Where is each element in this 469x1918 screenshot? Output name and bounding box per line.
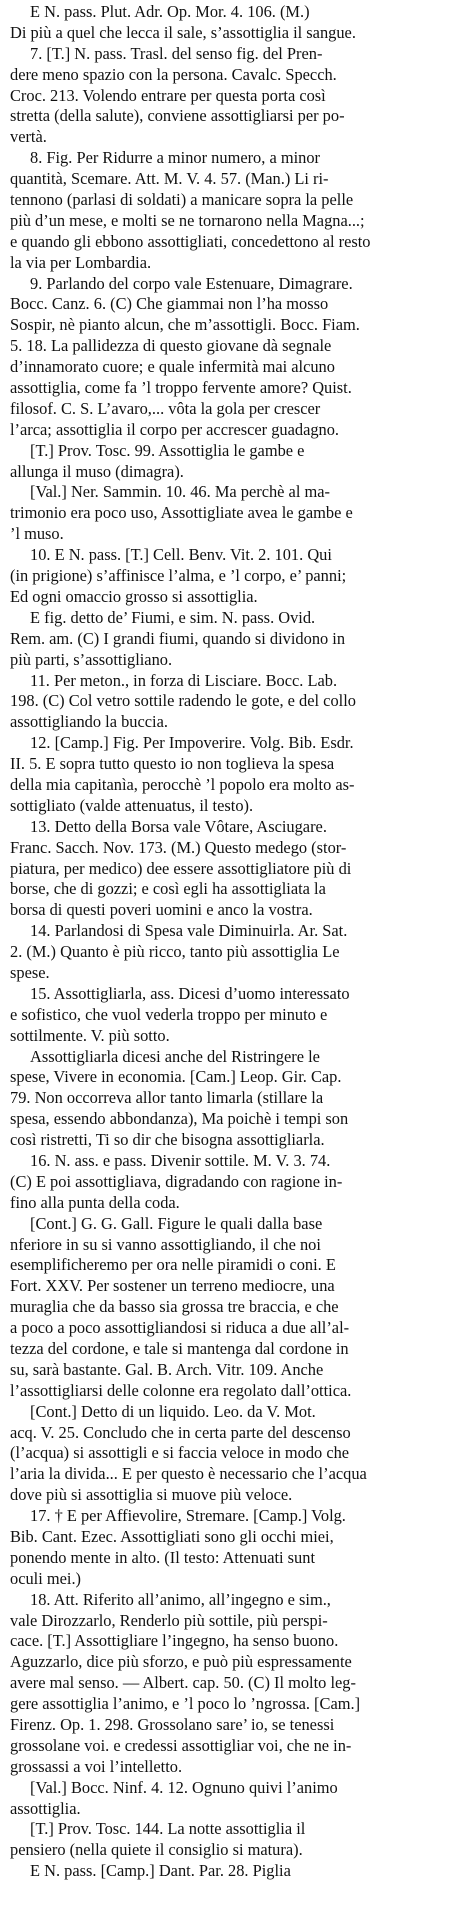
text-line: spese, Vivere in economia. [Cam.] Leop. Gir. Cap. — [10, 1067, 342, 1087]
text-line: grossolane voi. e credessi assottigliar voi, che ne in- — [10, 1735, 352, 1755]
text-line: 15. Assottigliarla, ass. Dicesi d’uomo interessato — [30, 983, 350, 1003]
text-line: Bocc. Canz. 6. (C) Che giammai non l’ha mosso — [10, 294, 329, 314]
text-line: più parti, s’assottigliano. — [10, 649, 173, 669]
text-line: 9. Parlando del corpo vale Estenuare, Dimagrare. — [30, 273, 353, 293]
text-line: ’l muso. — [10, 524, 64, 544]
text-line: 17. † E per Affievolire, Stremare. [Camp.] Volg. — [30, 1506, 346, 1526]
text-line: Ed ogni omaccio grosso si assottiglia. — [10, 586, 258, 606]
text-line: spese. — [10, 962, 50, 982]
text-line: assottigliando la buccia. — [10, 712, 168, 732]
text-line: 10. E N. pass. [T.] Cell. Benv. Vit. 2. 101. Qui — [30, 545, 332, 565]
text-line: muraglia che da basso sia grossa tre braccia, e che — [10, 1297, 339, 1317]
text-line: (C) E poi assottigliava, digradando con ragione in- — [10, 1171, 343, 1191]
text-line: Franc. Sacch. Nov. 173. (M.) Questo medego (stor- — [10, 837, 347, 857]
text-line: esemplificheremo per ora nelle piramidi o coni. E — [10, 1255, 336, 1275]
text-line: 2. (M.) Quanto è più ricco, tanto più assottiglia Le — [10, 942, 340, 962]
text-line: piatura, per medico) dee essere assottigliatore più di — [10, 858, 352, 878]
text-line: più d’un mese, e molti se ne tornarono nella Magna...; — [10, 210, 365, 230]
text-line: tezza del cordone, e tale si mantenga dal cordone in — [10, 1339, 349, 1358]
text-line: 7. [T.] N. pass. Trasl. del senso fig. del Pren- — [30, 43, 323, 63]
text-line: sottilmente. V. più sotto. — [10, 1025, 170, 1045]
text-line: (l’acqua) si assottigli e si faccia veloce in modo che — [10, 1443, 350, 1463]
text-line: borse, che di gozzi; e così egli ha assottigliata la — [10, 879, 326, 899]
text-line: oculi mei.) — [10, 1568, 82, 1588]
text-line: 16. N. ass. e pass. Divenir sottile. M. V. 3. 74. — [30, 1150, 331, 1170]
text-line: su, sarà bastante. Gal. B. Arch. Vitr. 109. Anche — [10, 1359, 324, 1379]
text-line: filosof. C. S. L’avaro,... vôta la gola per crescer — [10, 398, 321, 418]
text-line: pensiero (nella quiete il consiglio si matura). — [10, 1840, 303, 1860]
text-line: E fig. detto de’ Fiumi, e sim. N. pass. Ovid. — [30, 607, 316, 627]
text-line: (in prigione) s’affinisce l’alma, e ’l corpo, e’ panni; — [10, 566, 347, 586]
text-line: vale Dirozzarlo, Renderlo più sottile, più perspi- — [10, 1610, 328, 1630]
text-line: trimonio era poco uso, Assottigliate avea le gambe e — [10, 503, 353, 523]
text-line: fino alla punta della coda. — [10, 1192, 180, 1212]
text-line: Di più a quel che lecca il sale, s’assottiglia il sangue. — [10, 22, 356, 42]
text-line: d’innamorato cuore; e quale infermità mai alcuno — [10, 357, 335, 377]
text-line: [T.] Prov. Tosc. 99. Assottiglia le gambe e — [30, 440, 305, 460]
text-line: spesa, essendo abbondanza), Ma poichè i tempi son — [10, 1109, 349, 1129]
text-line: 5. 18. La pallidezza di questo giovane dà segnale — [10, 336, 332, 356]
text-line: sottigliato (valde attenuatus, il testo). — [10, 795, 254, 815]
text-line: Firenz. Op. 1. 298. Grossolano sare’ io, se tenessi — [10, 1715, 335, 1735]
text-line: 198. (C) Col vetro sottile radendo le gote, e del collo — [10, 691, 356, 711]
text-line: Sospir, nè pianto alcun, che m’assottigli. Bocc. Fiam. — [10, 315, 360, 335]
text-line: della mia capitanìa, perocchè ’l popolo era molto as- — [10, 774, 355, 794]
text-line: dere meno spazio con la persona. Cavalc. Specch. — [10, 64, 337, 84]
text-line: 8. Fig. Per Ridurre a minor numero, a minor — [30, 148, 320, 168]
text-line: Aguzzarlo, dice più sforzo, e può più espressamente — [10, 1652, 352, 1672]
text-line: borsa di questi poveri uomini e anco la vostra. — [10, 900, 313, 920]
text-line: così ristretti, Ti so dir che bisogna assottigliarla. — [10, 1130, 325, 1150]
text-line: cace. [T.] Assottigliare l’ingegno, ha senso buono. — [10, 1631, 339, 1651]
text-line: a poco a poco assottigliandosi si riduca a due all’al- — [10, 1318, 350, 1338]
text-line: [Cont.] Detto di un liquido. Leo. da V. Mot. — [30, 1401, 316, 1421]
text-line: la via per Lombardia. — [10, 252, 152, 272]
text-line: e quando gli ebbono assottigliati, concedettono al resto — [10, 231, 371, 251]
text-line: [Cont.] G. G. Gall. Figure le quali dalla base — [30, 1213, 323, 1233]
text-line: E N. pass. Plut. Adr. Op. Mor. 4. 106. (M.) — [30, 2, 310, 21]
text-line: ponendo mente in alto. (Il testo: Attenuati sunt — [10, 1547, 315, 1567]
text-line: 79. Non occorreva allor tanto limarla (stillare la — [10, 1088, 324, 1108]
text-line: quantità, Scemare. Att. M. V. 4. 57. (Man.) Li ri- — [10, 169, 329, 189]
text-line: l’aria la divida... E per questo è necessario che l’acqua — [10, 1464, 367, 1484]
text-line: stretta (della salute), conviene assottigliarsi per po- — [10, 106, 345, 126]
text-line: Croc. 213. Volendo entrare per questa porta così — [10, 85, 326, 105]
text-line: [T.] Prov. Tosc. 144. La notte assottiglia il — [30, 1819, 306, 1839]
text-line: Rem. am. (C) I grandi fiumi, quando si dividono in — [10, 628, 346, 648]
text-line: dove più si assottiglia si muove più veloce. — [10, 1485, 293, 1505]
text-line: assottiglia, come fa ’l troppo fervente amore? Quist. — [10, 378, 352, 398]
text-line: vertà. — [10, 127, 47, 147]
text-line: 12. [Camp.] Fig. Per Impoverire. Volg. Bib. Esdr. — [30, 733, 354, 753]
text-line: [Val.] Ner. Sammin. 10. 46. Ma perchè al ma- — [30, 482, 330, 502]
text-line: 13. Detto della Borsa vale Vôtare, Asciugare. — [30, 816, 327, 836]
text-line: e sofistico, che vuol vederla troppo per minuto e — [10, 1004, 328, 1024]
text-line: assottiglia. — [10, 1798, 81, 1818]
text-line: acq. V. 25. Concludo che in certa parte del descenso — [10, 1422, 351, 1442]
text-line: avere mal senso. — Albert. cap. 50. (C) Il molto leg- — [10, 1673, 356, 1693]
text-line: nferiore in su si vanno assottigliando, il che noi — [10, 1234, 321, 1254]
text-line: Fort. XXV. Per sostener un terreno mediocre, una — [10, 1276, 335, 1296]
text-line: Assottigliarla dicesi anche del Ristringere le — [30, 1046, 320, 1066]
text-line: 14. Parlandosi di Spesa vale Diminuirla. Ar. Sat. — [30, 921, 348, 941]
text-line: 18. Att. Riferito all’animo, all’ingegno e sim., — [30, 1589, 331, 1609]
text-line: [Val.] Bocc. Ninf. 4. 12. Ognuno quivi l’animo — [30, 1777, 338, 1797]
text-line: tennono (parlasi di soldati) a manicare sopra la pelle — [10, 190, 354, 210]
text-line: E N. pass. [Camp.] Dant. Par. 28. Piglia — [30, 1861, 291, 1881]
text-line: l’assottigliarsi delle colonne era regolato dall’ottica. — [10, 1380, 352, 1400]
text-line: Bib. Cant. Ezec. Assottigliati sono gli occhi miei, — [10, 1527, 334, 1547]
text-line: allunga il muso (dimagra). — [10, 461, 184, 481]
text-line: gere assottiglia l’animo, e ’l poco lo ’ngrossa. [Cam.] — [10, 1694, 361, 1714]
text-line: grossassi a voi l’intelletto. — [10, 1756, 183, 1776]
text-line: 11. Per meton., in forza di Lisciare. Bocc. Lab. — [30, 670, 338, 690]
text-line: l’arca; assottiglia il corpo per accrescer guadagno. — [10, 419, 340, 439]
text-line: II. 5. E sopra tutto questo io non toglieva la spesa — [10, 754, 335, 774]
